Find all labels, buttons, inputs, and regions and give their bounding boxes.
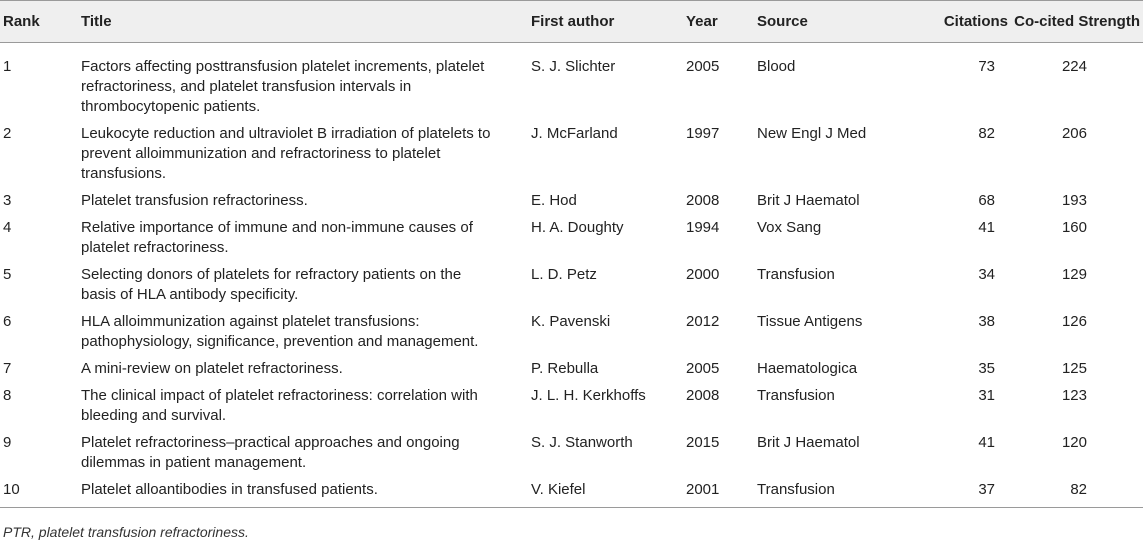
cell-title [81,187,531,214]
header-citations: Citations [894,1,1008,43]
cell-rank: 3 [3,192,12,209]
cell-source: Transfusion [757,476,894,508]
cell-source: Haematologica [757,360,858,377]
title-line: HLA alloimmunization against platelet transfusions: [81,313,420,330]
title-line: refractoriness, and platelet transfusion intervals in [81,78,412,95]
cell-citations [894,382,1008,429]
cell-rank: 4 [3,219,12,236]
cell-year: 2001 [686,476,757,508]
cell-title [81,43,531,121]
table-row [0,308,1143,355]
title-line: platelet refractoriness. [81,239,229,256]
cell-co-cited-strength: 206 [1061,125,1087,142]
cell-year: 2000 [686,266,720,283]
cell-rank: 2 [3,125,12,142]
title-line: pathophysiology, significance, prevention and management. [81,333,479,350]
title-line: Platelet alloantibodies in transfused patients. [81,481,378,498]
table-row [0,261,1143,308]
cell-first-author: J. McFarland [531,125,618,142]
cell-rank: 6 [3,313,12,330]
cell-citations [894,187,1008,214]
citations-value: 38 [978,313,995,330]
cell-first-author: K. Pavenski [531,313,611,330]
title-line: thrombocytopenic patients. [81,98,261,115]
table-row [0,355,1143,382]
cell-first-author: S. J. Slichter [531,58,616,75]
title-line: Selecting donors of platelets for refractory patients on the [81,266,462,283]
cell-source: Blood [757,58,796,75]
cell-title [81,214,531,261]
cell-citations [894,476,1008,508]
cell-co-cited-strength: 129 [1061,266,1087,283]
cell-year: 1994 [686,219,720,236]
cell-title [81,355,531,382]
cell-first-author: H. A. Doughty [531,219,624,236]
cell-title [81,476,531,508]
cell-first-author: S. J. Stanworth [531,434,633,451]
cell-title [81,120,531,187]
header-co-cited-strength: Co-cited Strength [1008,1,1143,43]
cell-co-cited-strength: 123 [1061,387,1087,404]
title-line: basis of HLA antibody specificity. [81,286,299,303]
table-row [0,382,1143,429]
table-row [0,187,1143,214]
cell-title [81,382,531,429]
title-line: Factors affecting posttransfusion platelet increments, platelet [81,58,485,75]
cell-citations [894,355,1008,382]
cell-source: Transfusion [757,266,835,283]
cell-title [81,429,531,476]
cell-rank: 8 [3,387,12,404]
cell-citations [894,120,1008,187]
citations-value: 82 [978,125,995,142]
citations-value: 73 [978,58,995,75]
cell-rank: 5 [3,266,12,283]
cell-co-cited-strength: 120 [1061,434,1087,451]
citations-value: 37 [978,481,995,498]
cell-title [81,261,531,308]
cell-year: 2005 [686,360,720,377]
table-footnote: PTR, platelet transfusion refractoriness. [3,524,249,540]
title-line: Relative importance of immune and non-immune causes of [81,219,473,236]
citations-value: 31 [978,387,995,404]
cell-source: New Engl J Med [757,125,867,142]
cell-co-cited-strength: 126 [1061,313,1087,330]
cell-citations [894,308,1008,355]
cell-co-cited-strength: 224 [1061,58,1087,75]
cell-rank: 1 [3,58,12,75]
header-source: Source [757,1,894,43]
title-line: dilemmas in patient management. [81,454,307,471]
cell-first-author: J. L. H. Kerkhoffs [531,387,646,404]
title-line: transfusions. [81,165,167,182]
cell-first-author: P. Rebulla [531,360,599,377]
table-row [0,214,1143,261]
cell-source: Transfusion [757,387,835,404]
title-line: Platelet transfusion refractoriness. [81,192,308,209]
cell-year: 2008 [686,192,720,209]
cell-year: 2008 [686,387,720,404]
cell-citations [894,214,1008,261]
table-row [0,429,1143,476]
cell-year: 2015 [686,434,720,451]
cell-source: Brit J Haematol [757,434,860,451]
cell-year: 2012 [686,313,720,330]
title-line: Platelet refractoriness–practical approaches and ongoing [81,434,460,451]
cell-source: Vox Sang [757,219,822,236]
cell-co-cited-strength: 125 [1061,360,1087,377]
citations-value: 35 [978,360,995,377]
title-line: bleeding and survival. [81,407,227,424]
citations-value: 34 [978,266,995,283]
cell-year: 2005 [686,58,720,75]
title-line: The clinical impact of platelet refractoriness: correlation with [81,387,478,404]
citations-value: 41 [978,434,995,451]
cell-rank: 9 [3,434,12,451]
cell-first-author: V. Kiefel [531,476,686,508]
header-title: Title [81,1,531,43]
cell-title [81,308,531,355]
table-body [0,43,1143,508]
title-line: Leukocyte reduction and ultraviolet B irradiation of platelets to [81,125,491,142]
cell-source: Tissue Antigens [757,313,863,330]
cell-co-cited-strength: 193 [1061,192,1087,209]
cell-citations [894,261,1008,308]
cell-co-cited-strength: 82 [1008,476,1143,508]
citations-value: 41 [978,219,995,236]
header-rank: Rank [0,1,81,43]
header-first-author: First author [531,1,686,43]
citations-value: 68 [978,192,995,209]
table-header-row [0,1,1143,43]
cell-citations [894,429,1008,476]
cell-first-author: E. Hod [531,192,577,209]
cell-citations [894,43,1008,121]
table-row [0,120,1143,187]
cell-rank: 10 [0,476,81,508]
title-line: prevent alloimmunization and refractoriness to platelet [81,145,441,162]
cell-year: 1997 [686,125,720,142]
cell-source: Brit J Haematol [757,192,860,209]
table-row [0,476,1143,508]
header-year: Year [686,1,757,43]
title-line: A mini-review on platelet refractoriness. [81,360,343,377]
cell-first-author: L. D. Petz [531,266,597,283]
table-row [0,43,1143,121]
cell-co-cited-strength: 160 [1061,219,1087,236]
cell-rank: 7 [3,360,12,377]
